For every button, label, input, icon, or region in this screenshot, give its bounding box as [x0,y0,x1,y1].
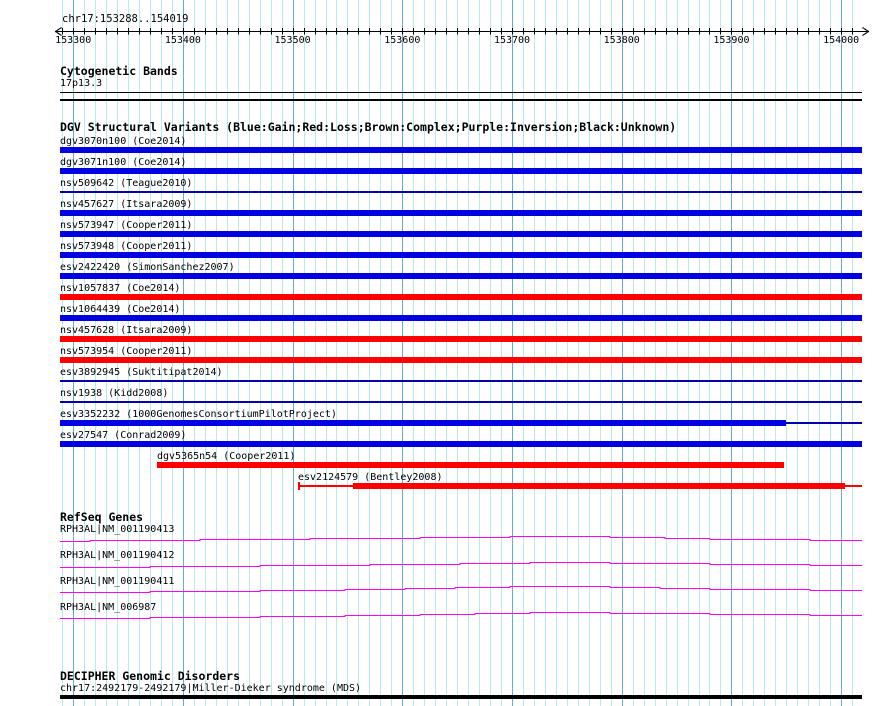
ruler-tick-label: 153900 [713,35,750,46]
ruler-tick-label: 153700 [493,35,531,46]
decipher-entry-label[interactable]: chr17:2492179-2492179|Miller-Dieker syndrome (MDS) [60,683,362,694]
ruler-tick-label: 153400 [164,35,201,46]
variant-label[interactable]: nsv573947 (Cooper2011) [60,220,193,231]
gene-model-line[interactable] [60,563,862,568]
variant-label[interactable]: esv2422420 (SimonSanchez2007) [60,262,235,273]
gene-label[interactable]: RPH3AL|NM_001190413 [60,524,175,535]
gene-label[interactable]: RPH3AL|NM_006987 [60,602,157,613]
variant-label[interactable]: nsv1064439 (Coe2014) [60,304,181,315]
dgv-track-header: DGV Structural Variants (Blue:Gain;Red:Loss;Brown:Complex;Purple:Inversion;Black:Unknown) [60,120,677,134]
decipher-feature-bar[interactable] [60,695,862,699]
variant-label[interactable]: esv3352232 (1000GenomesConsortiumPilotProject) [60,409,337,420]
variant-label[interactable]: esv27547 (Conrad2009) [60,430,187,441]
gene-label[interactable]: RPH3AL|NM_001190412 [60,550,175,561]
ruler-tick-label: 153300 [55,35,92,46]
ruler-tick-label: 153800 [603,35,640,46]
variant-label[interactable]: nsv1057837 (Coe2014) [60,283,181,294]
region-title: chr17:153288..154019 [62,13,189,25]
variant-label[interactable]: nsv573954 (Cooper2011) [60,346,193,357]
variant-label[interactable]: dgv3071n100 (Coe2014) [60,157,187,168]
variant-label[interactable]: esv3892945 (Suktitipat2014) [60,367,223,378]
decipher-header: DECIPHER Genomic Disorders [60,669,241,683]
variant-label[interactable]: nsv509642 (Teague2010) [60,178,193,189]
variant-label[interactable]: nsv457627 (Itsara2009) [60,199,193,210]
gene-model-line[interactable] [60,537,862,542]
gene-label[interactable]: RPH3AL|NM_001190411 [60,576,175,587]
variant-label[interactable]: nsv1938 (Kidd2008) [60,388,169,399]
ruler-tick-label: 154000 [823,35,860,46]
gene-model-line[interactable] [60,587,862,593]
cytobands-header: Cytogenetic Bands [60,64,178,78]
variant-label[interactable]: dgv3070n100 (Coe2014) [60,136,187,147]
ruler-tick-label: 153500 [274,35,311,46]
variant-label[interactable]: nsv573948 (Cooper2011) [60,241,193,252]
variant-label[interactable]: dgv5365n54 (Cooper2011) [157,451,296,462]
gene-model-line[interactable] [60,613,862,619]
cytoband-label[interactable]: 17p13.3 [60,78,103,89]
ruler-tick-label: 153600 [384,35,421,46]
variant-label[interactable]: nsv457628 (Itsara2009) [60,325,193,336]
refseq-header: RefSeq Genes [60,510,144,524]
variant-label[interactable]: esv2124579 (Bentley2008) [298,472,443,483]
